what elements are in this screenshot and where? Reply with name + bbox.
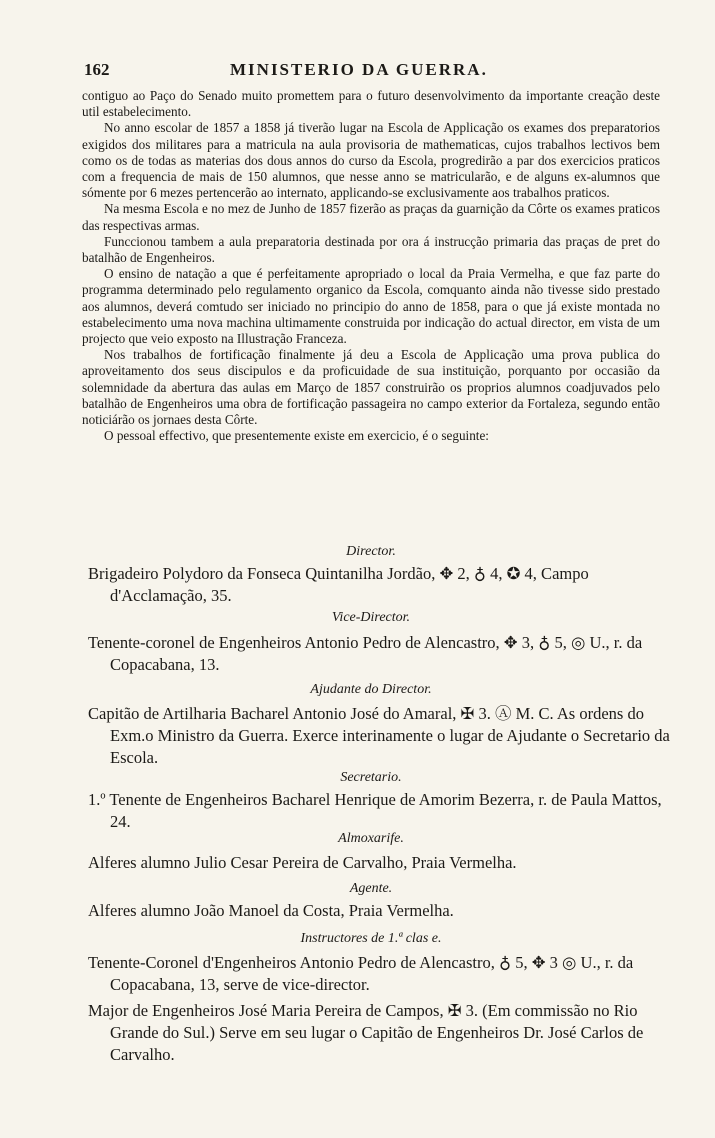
section-heading: Vice-Director. <box>331 610 411 625</box>
section-heading: Director. <box>346 544 396 559</box>
running-head: MINISTERIO DA GUERRA. <box>230 60 488 79</box>
section-heading: Instructores de 1.ª clas e. <box>300 931 442 946</box>
page-number: 162 <box>84 60 110 79</box>
staff-entry: Tenente-Coronel d'Engenheiros Antonio Pedro de Alencastro, ♁ 5, ✥ 3 ◎ U., r. da Copacabana, 13, serve de vice-director. <box>88 953 634 994</box>
section-heading: Ajudante do Director. <box>310 682 432 697</box>
staff-entry: Alferes alumno João Manoel da Costa, Praia Vermelha. <box>88 901 454 920</box>
section-heading: Almoxarife. <box>338 831 404 846</box>
section-heading: Agente. <box>349 881 393 896</box>
staff-entry: Tenente-coronel de Engenheiros Antonio Pedro de Alencastro, ✥ 3, ♁ 5, ◎ U., r. da Copacabana, 13. <box>88 633 643 674</box>
paragraph: O pessoal effectivo, que presentemente existe em exercicio, é o seguinte: <box>104 428 489 444</box>
paragraph: contiguo ao Paço do Senado muito promettem para o futuro desenvolvimento da importante creação deste util estabelecimento. <box>82 88 660 120</box>
staff-entry: Brigadeiro Polydoro da Fonseca Quintanilha Jordão, ✥ 2, ♁ 4, ✪ 4, Campo d'Acclamação, 35. <box>88 564 589 605</box>
paragraph: Na mesma Escola e no mez de Junho de 1857 fizerão as praças da guarnição da Côrte os exames praticos das respectivas armas. <box>82 201 660 233</box>
paragraph: Funccionou tambem a aula preparatoria destinada por ora á instrucção primaria das praças de pret do batalhão de Engenheiros. <box>82 233 660 266</box>
page-header <box>80 60 660 84</box>
staff-entry: 1.º Tenente de Engenheiros Bacharel Henrique de Amorim Bezerra, r. de Paula Mattos, 24. <box>88 790 662 831</box>
staff-entry: Capitão de Artilharia Bacharel Antonio José do Amaral, ✠ 3. Ⓐ M. C. As ordens do Exm.o Ministro da Guerra. Exerce interinamente o lugar de Ajudante o Secretario da Escola. <box>88 704 670 767</box>
staff-entry: Alferes alumno Julio Cesar Pereira de Carvalho, Praia Vermelha. <box>88 853 517 872</box>
paragraph: No anno escolar de 1857 a 1858 já tiverão lugar na Escola de Applicação os exames dos preparatorios exigidos dos militares para a matricula na aula provisoria de mathematicas, cujos trabalhos lectivos bem como os de todas as materias dos dous annos do curso da Escola, progredirão a par dos exercicios praticos com a frequencia de mais de 150 alumnos, que nesse anno se matricularão, e de alguns ex-alumnos que sómente por 6 mezes pertencerão ao internato, applicando-se exclusivamente aos trabalhos praticos. <box>82 120 660 201</box>
intro-text <box>82 88 660 444</box>
staff-entry: Major de Engenheiros José Maria Pereira de Campos, ✠ 3. (Em commissão no Rio Grande do Sul.) Serve em seu lugar o Capitão de Engenheiros Dr. José Carlos de Carvalho. <box>88 1001 644 1064</box>
paragraph: Nos trabalhos de fortificação finalmente já deu a Escola de Applicação uma prova publica do aproveitamento dos seus discipulos e da proficuidade de sua instituição, porquanto por occasião da solemnidade da abertura das aulas em Março de 1857 construirão os proprios alumnos coadjuvados pelo batalhão de Engenheiros uma obra de fortificação passageira no campo exterior da Fortaleza, segundo então noticiárão os jornaes desta Côrte. <box>82 347 660 428</box>
paragraph: O ensino de natação a que é perfeitamente apropriado o local da Praia Vermelha, e que faz parte do programma determinado pelo regulamento organico da Escola, comquanto ainda não tivesse sido prestado aos alumnos, deverá comtudo ser iniciado no principio do anno de 1858, para o que já existe montada no estabelecimento uma nova machina ultimamente construida por indicação do actual director, em vista de um projecto que veio exposto na Illustração Franceza. <box>82 266 660 347</box>
section-heading: Secretario. <box>340 770 402 785</box>
